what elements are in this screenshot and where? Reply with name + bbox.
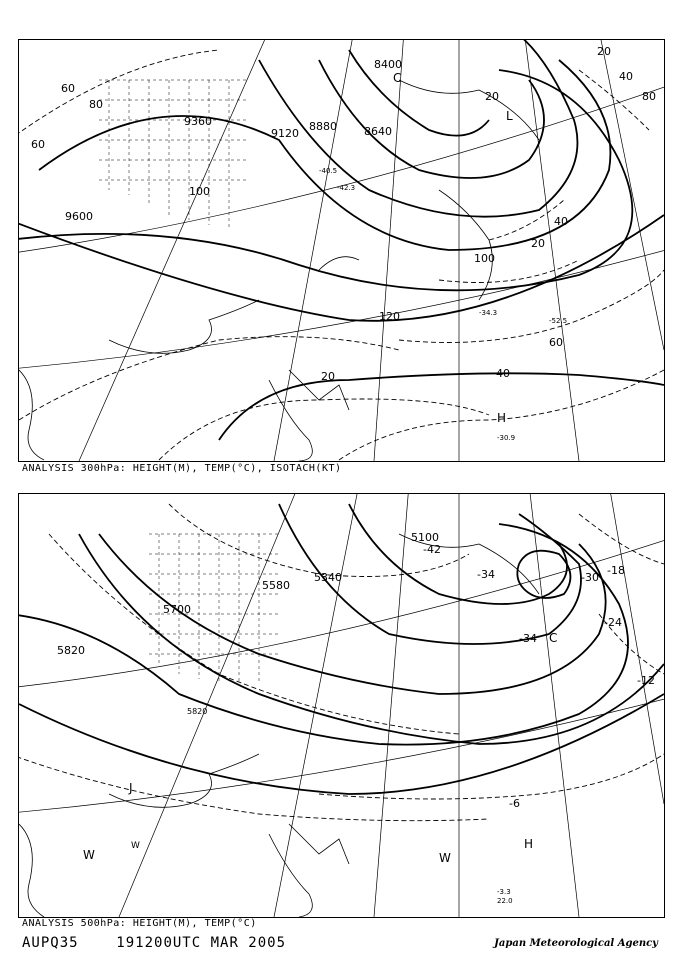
station-value: 22.0 <box>497 897 513 905</box>
jet-symbol: J <box>129 781 133 795</box>
isotach-label: 60 <box>549 336 563 349</box>
map-panel-300hpa <box>18 39 665 462</box>
isotach-contours <box>19 50 664 460</box>
height-label: 5340 <box>314 571 342 584</box>
temp-label: -6 <box>509 797 520 810</box>
temp-label: -24 <box>604 616 622 629</box>
isotach-label: 100 <box>189 185 210 198</box>
isotach-label: 40 <box>554 215 568 228</box>
chart-code: AUPQ35 <box>22 935 79 951</box>
cold-center-symbol: C <box>549 631 558 645</box>
station-value: -42.3 <box>337 184 356 192</box>
temp-label: -34 <box>477 568 495 581</box>
height-contours <box>19 40 664 440</box>
temp-label: -18 <box>607 564 625 577</box>
isotach-label: 60 <box>61 82 75 95</box>
height-label: 5700 <box>163 603 191 616</box>
station-value: -40.5 <box>319 167 338 175</box>
height-contours <box>19 504 664 794</box>
temp-label: -12 <box>637 674 655 687</box>
high-pressure-symbol: H <box>497 411 507 425</box>
isotach-label: 20 <box>597 45 611 58</box>
height-label: 8400 <box>374 58 402 71</box>
valid-time: 191200UTC MAR 2005 <box>116 935 287 951</box>
station-value: -52.5 <box>549 317 568 325</box>
isotach-label: 80 <box>642 90 656 103</box>
isotach-label: 80 <box>89 98 103 111</box>
caption-300hpa: ANALYSIS 300hPa: HEIGHT(M), TEMP(°C), ISOTACH(KT) <box>22 463 342 474</box>
temp-label: -30 <box>581 571 599 584</box>
height-label: 5100 <box>411 531 439 544</box>
isotach-label: 60 <box>31 138 45 151</box>
caption-500hpa: ANALYSIS 500hPa: HEIGHT(M), TEMP(°C) <box>22 918 257 929</box>
low-pressure-symbol: L <box>506 109 513 123</box>
warm-center-symbol: W <box>83 848 95 862</box>
warm-center-symbol: W <box>439 851 451 865</box>
high-pressure-symbol: H <box>524 837 534 851</box>
height-label: 8880 <box>309 120 337 133</box>
height-label: 9360 <box>184 115 212 128</box>
graticule <box>19 494 664 917</box>
temp-label: -34 <box>519 632 537 645</box>
cold-center-symbol: C <box>393 71 402 85</box>
station-value: -30.9 <box>497 434 516 442</box>
isotach-label: 100 <box>474 252 495 265</box>
hatch-area <box>99 80 249 230</box>
height-label: 5820 <box>187 707 208 716</box>
height-label: 5580 <box>262 579 290 592</box>
temp-label: -42 <box>423 543 441 556</box>
isotach-label: 40 <box>619 70 633 83</box>
agency-name: Japan Meteorological Agency <box>494 938 658 949</box>
station-value: -34.3 <box>479 309 498 317</box>
isotach-label: 120 <box>379 310 400 323</box>
isotach-label: 20 <box>321 370 335 383</box>
isotach-label: 40 <box>496 367 510 380</box>
isotach-label: 20 <box>485 90 499 103</box>
map-panel-500hpa <box>18 493 665 918</box>
height-label: 5820 <box>57 644 85 657</box>
height-label: 9120 <box>271 127 299 140</box>
height-label: 8640 <box>364 125 392 138</box>
map-500hpa-graphic <box>19 494 664 917</box>
height-label: 9600 <box>65 210 93 223</box>
map-300hpa-graphic <box>19 40 664 461</box>
warm-center-symbol: W <box>131 841 140 851</box>
station-value: -3.3 <box>497 888 511 896</box>
isotach-label: 20 <box>531 237 545 250</box>
chart-identifier <box>22 935 286 951</box>
